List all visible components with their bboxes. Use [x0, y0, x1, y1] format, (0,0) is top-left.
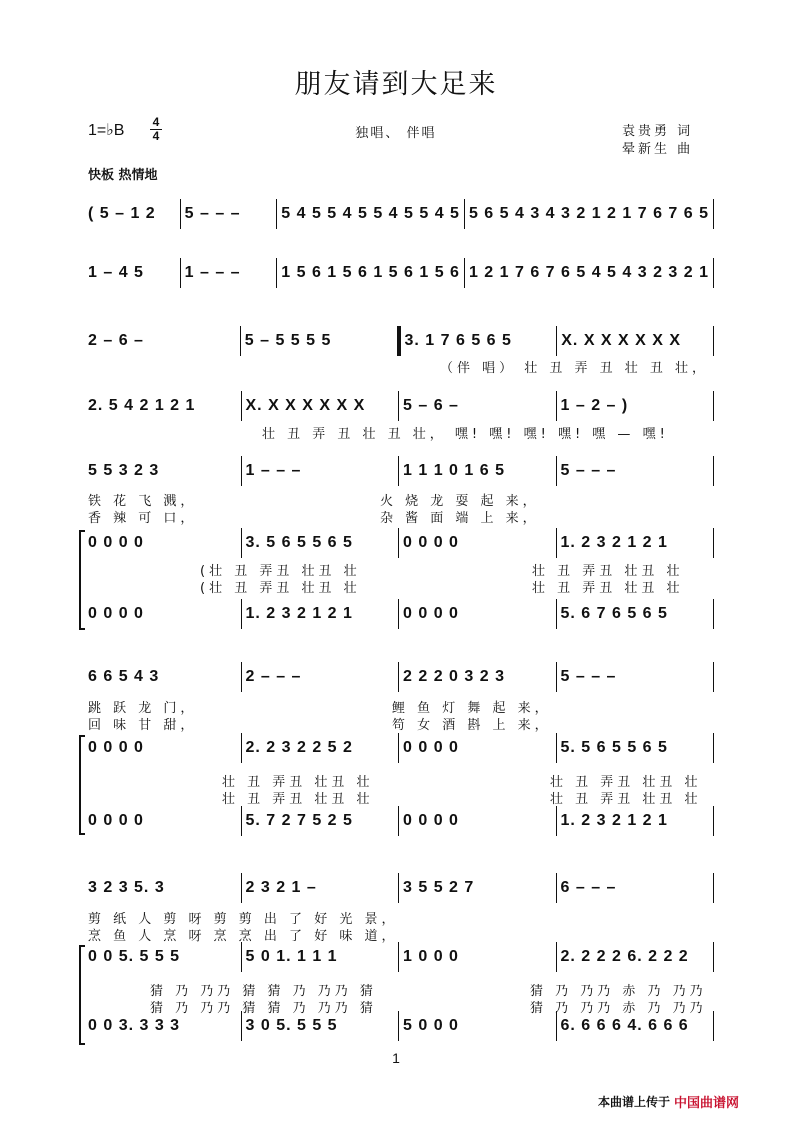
measure: 2. 5 4 2 1 2 1 [88, 397, 196, 414]
lyric-line: (壮 丑 弄丑 壮丑 壮 [200, 581, 361, 596]
measure: 1. 2 3 2 1 2 1 [560, 812, 668, 829]
measure: 6 6 5 4 3 [88, 668, 160, 685]
lyric-line: 壮 丑 弄丑 壮丑 壮 [532, 564, 684, 579]
lyric-line: 跳 跃 龙 门， [88, 701, 198, 716]
lyricist-credit: 袁贵勇 词 [622, 124, 694, 139]
composer-credit: 晕新生 曲 [622, 142, 694, 157]
time-signature-top: 4 [152, 115, 160, 129]
barline [713, 199, 714, 229]
measure: 0 0 5. 5 5 5 [88, 948, 181, 965]
measure: 3 0 5. 5 5 5 [245, 1017, 338, 1034]
notation-row [84, 330, 714, 352]
barline [713, 662, 714, 692]
measure: 1 1 1 0 1 6 5 [403, 462, 505, 479]
barline [713, 733, 714, 763]
measure: 5 – 6 – [403, 397, 459, 414]
lyric-line: 猜 乃 乃乃 赤 乃 乃乃 [530, 984, 707, 999]
measure: 1 – 2 – ) [560, 397, 629, 414]
measure: ( 5 – 1 2 [88, 205, 156, 222]
measure: 2 – – – [245, 668, 302, 685]
barline [713, 873, 714, 903]
lyric-line: 杂 酱 面 端 上 来， [380, 511, 540, 526]
footer-text: 本曲谱上传于 [598, 1095, 671, 1109]
measure: 3 2 3 5. 3 [88, 879, 165, 896]
page-title: 朋友请到大足来 [294, 69, 498, 100]
measure: 3. 1 7 6 5 6 5 [404, 332, 512, 349]
measure: 1 – – – [184, 264, 241, 281]
barline [713, 1011, 714, 1041]
measure: 6. 6 6 6 4. 6 6 6 [560, 1017, 689, 1034]
key-signature: 1=♭B [88, 122, 125, 139]
performance-note: 独唱、 伴唱 [355, 126, 437, 141]
measure: 5 4 5 5 4 5 5 4 5 5 4 5 [281, 205, 460, 222]
lyric-line: 烹 鱼 人 烹 呀 烹 烹 出 了 好 味 道， [88, 929, 399, 944]
footer [598, 1092, 739, 1111]
measure: 1. 2 3 2 1 2 1 [560, 534, 668, 551]
measure: 0 0 0 0 [88, 812, 144, 829]
barline [713, 391, 714, 421]
measure: 2. 2 3 2 2 5 2 [245, 739, 353, 756]
measure: 5 – – – [560, 462, 617, 479]
barline [713, 326, 714, 356]
time-signature-bottom: 4 [152, 129, 160, 143]
measure: 5 – 5 5 5 5 [244, 332, 332, 349]
notation-row [84, 603, 714, 625]
measure: X. X X X X X X [561, 332, 682, 349]
measure: 1 – – – [245, 462, 302, 479]
notation-row [84, 737, 714, 759]
measure: 5 0 0 0 [403, 1017, 459, 1034]
lyric-line: 壮 丑 弄 丑 壮 丑 壮， 嘿! 嘿! 嘿! 嘿! 嘿 — 嘿! [262, 427, 669, 442]
measure: 0 0 0 0 [403, 534, 459, 551]
lyric-line: （伴 唱） 壮 丑 弄 丑 壮 丑 壮， [440, 361, 710, 376]
lyric-line: 猜 乃 乃乃 猜 猜 乃 乃乃 猜 [150, 1001, 377, 1016]
lyric-line: 火 烧 龙 耍 起 来， [380, 494, 540, 509]
barline [713, 258, 714, 288]
measure: 2 – 6 – [88, 332, 144, 349]
measure: 0 0 3. 3 3 3 [88, 1017, 181, 1034]
lyric-line: 笱 女 酒 斟 上 来， [392, 718, 552, 733]
notation-row [84, 946, 714, 968]
measure: 5. 5 6 5 5 6 5 [560, 739, 668, 756]
barline [713, 806, 714, 836]
notation-row [84, 532, 714, 554]
measure: 1 5 6 1 5 6 1 5 6 1 5 6 [281, 264, 460, 281]
lyric-line: 猜 乃 乃乃 猜 猜 乃 乃乃 猜 [150, 984, 377, 999]
lyric-line: (壮 丑 弄丑 壮丑 壮 [200, 564, 361, 579]
notation-row [84, 810, 714, 832]
notation-row [84, 877, 714, 899]
barline [713, 942, 714, 972]
measure: 0 0 0 0 [88, 739, 144, 756]
measure: 1 – 4 5 [88, 264, 144, 281]
measure: 0 0 0 0 [88, 605, 144, 622]
measure: 0 0 0 0 [403, 605, 459, 622]
measure: 3. 5 6 5 5 6 5 [245, 534, 353, 551]
notation-row [84, 460, 714, 482]
measure: 5. 6 7 6 5 6 5 [560, 605, 668, 622]
measure: 0 0 0 0 [88, 534, 144, 551]
measure: 5 0 1. 1 1 1 [245, 948, 338, 965]
barline [713, 456, 714, 486]
lyric-line: 香 辣 可 口， [88, 511, 198, 526]
lyric-line: 铁 花 飞 溅， [88, 494, 198, 509]
lyric-line: 壮 丑 弄丑 壮丑 壮 [222, 775, 374, 790]
notation-row [84, 1015, 714, 1037]
tempo-marking: 快板 热情地 [88, 168, 158, 183]
lyric-line: 剪 纸 人 剪 呀 剪 剪 出 了 好 光 景， [88, 912, 399, 927]
notation-row [84, 262, 714, 284]
barline [713, 599, 714, 629]
system-brace [79, 530, 85, 630]
measure: 1 2 1 7 6 7 6 5 4 5 4 3 2 3 2 1 [468, 264, 709, 281]
measure: X. X X X X X X [245, 397, 366, 414]
measure: 5 5 3 2 3 [88, 462, 160, 479]
measure: 1 0 0 0 [403, 948, 459, 965]
measure: 5 – – – [184, 205, 241, 222]
measure: 5. 7 2 7 5 2 5 [245, 812, 353, 829]
measure: 5 – – – [560, 668, 617, 685]
measure: 2 3 2 1 – [245, 879, 317, 896]
measure: 5 6 5 4 3 4 3 2 1 2 1 7 6 7 6 5 [468, 205, 709, 222]
measure: 0 0 0 0 [403, 739, 459, 756]
lyric-line: 鲤 鱼 灯 舞 起 来， [392, 701, 552, 716]
system-brace [79, 945, 85, 1045]
measure: 2 2 2 0 3 2 3 [403, 668, 505, 685]
lyric-line: 壮 丑 弄丑 壮丑 壮 [532, 581, 684, 596]
measure: 3 5 5 2 7 [403, 879, 475, 896]
site-logo[interactable]: 中国曲谱网 [674, 1096, 740, 1111]
lyric-line: 壮 丑 弄丑 壮丑 壮 [550, 775, 702, 790]
notation-row [84, 666, 714, 688]
lyric-line: 回 味 甘 甜， [88, 718, 198, 733]
measure: 1. 2 3 2 1 2 1 [245, 605, 353, 622]
notation-row [84, 395, 714, 417]
barline [713, 528, 714, 558]
notation-row [84, 203, 714, 225]
page-number: 1 [392, 1050, 400, 1066]
system-brace [79, 735, 85, 835]
lyric-line: 猜 乃 乃乃 赤 乃 乃乃 [530, 1001, 707, 1016]
lyric-line: 壮 丑 弄丑 壮丑 壮 [550, 792, 702, 807]
measure: 0 0 0 0 [403, 812, 459, 829]
measure: 6 – – – [560, 879, 617, 896]
measure: 2. 2 2 2 6. 2 2 2 [560, 948, 689, 965]
lyric-line: 壮 丑 弄丑 壮丑 壮 [222, 792, 374, 807]
